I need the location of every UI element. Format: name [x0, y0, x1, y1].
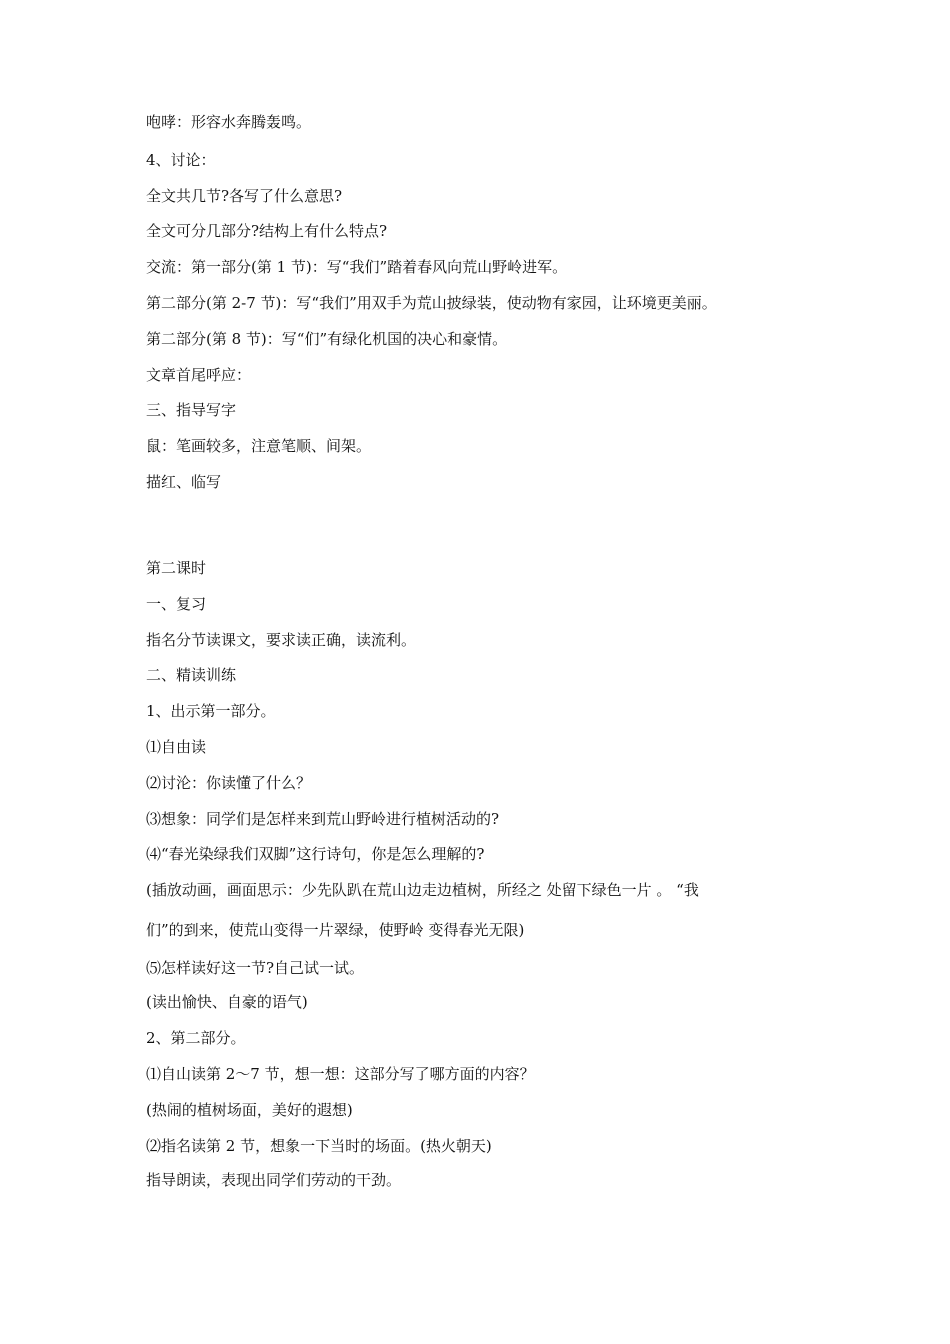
text-line: (读出愉快、自豪的语气): [146, 993, 308, 1011]
lesson-heading: 第二课时: [146, 559, 207, 577]
section-heading: 三、指导写字: [146, 401, 237, 419]
text-line: 第二部分(第 2-7 节)：写“我们”用双手为荒山披绿装，使动物有家园，让环境更美丽。: [146, 294, 717, 312]
text-line: 交流：第一部分(第 1 节)：写“我们”踏着春风向荒山野岭进军。: [146, 258, 568, 276]
text-line: ⑴自由读: [146, 738, 207, 756]
text-line: ⑸怎样读好这一节?自己试一试。: [146, 959, 365, 977]
text-line: 文章首尾呼应：: [146, 366, 252, 384]
text-line: 鼠：笔画较多，注意笔顺、间架。: [146, 437, 372, 455]
text-line: 咆哮：形容水奔腾轰鸣。: [146, 113, 312, 131]
text-line: 们”的到来，使荒山变得一片翠绿，使野岭 变得春光无限): [146, 921, 525, 939]
text-line: ⑵指名读第 2 节，想象一下当时的场面。(热火朝天): [146, 1137, 492, 1155]
text-line: 第二部分(第 8 节)：写“们”有绿化机国的决心和豪情。: [146, 330, 508, 348]
text-line: ⑷“春光染绿我们双脚”这行诗句，你是怎么理解的?: [146, 845, 485, 863]
text-line: ⑴自山读第 2～7 节，想一想：这部分写了哪方面的内容？: [146, 1065, 535, 1083]
text-line: 全文可分几部分?结构上有什么特点?: [146, 222, 388, 240]
text-line: 描红、临写: [146, 473, 222, 491]
text-line: 2、第二部分。: [146, 1029, 246, 1047]
text-line: (热闹的植树场面，美好的遐想): [146, 1101, 353, 1119]
text-line: 4、讨论：: [146, 151, 216, 169]
section-heading: 一、复习: [146, 595, 207, 613]
text-line: (插放动画，画面思示：少先队趴在荒山边走边植树，所经之 处留下绿色一片 。 “我: [146, 881, 699, 899]
text-line: ⑶想象：同学们是怎样来到荒山野岭进行植树活动的?: [146, 810, 500, 828]
section-heading: 二、精读训练: [146, 666, 237, 684]
text-line: 全文共几节?各写了什么意思?: [146, 187, 343, 205]
text-line: 1、出示第一部分。: [146, 702, 276, 720]
text-line: 指名分节读课文，要求读正确，读流利。: [146, 631, 417, 649]
text-line: 指导朗读，表现出同学们劳动的干劲。: [146, 1171, 402, 1189]
text-line: ⑵讨沦：你读懂了什么？: [146, 774, 312, 792]
